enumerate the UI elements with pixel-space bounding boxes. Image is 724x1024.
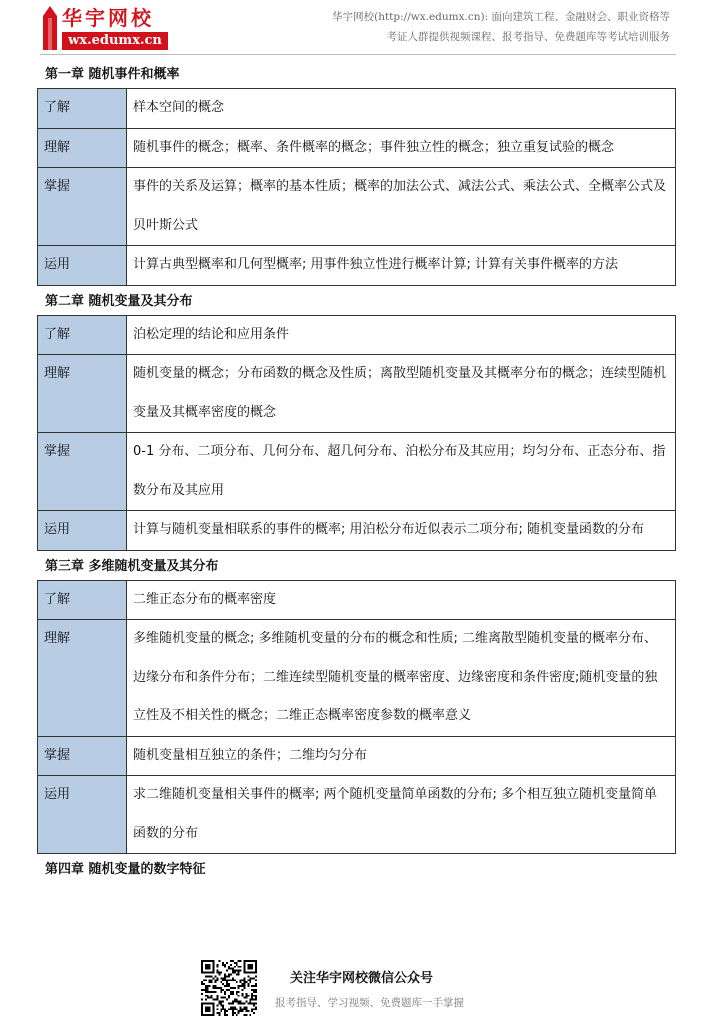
requirement-description: 随机变量相互独立的条件；二维均匀分布 [127,736,676,776]
wechat-follow-text: 关注华宇网校微信公众号 [290,971,434,986]
table-row [38,128,676,168]
requirement-description: 求二维随机变量相关事件的概率; 两个随机变量简单函数的分布; 多个相互独立随机变量简单函数的分布 [127,776,676,854]
page-header [0,0,724,58]
footer-tagline: 报考指导、学习视频、免费题库一手掌握 [275,997,464,1009]
requirement-description: 多维随机变量的概念; 多维随机变量的分布的概念和性质; 二维离散型随机变量的概率分布、边缘分布和条件分布；二维连续型随机变量的概率密度、边缘密度和条件密度;随机变量的独立性及不相关性的概念；二维正态概率密度参数的概率意义 [127,620,676,737]
requirement-level: 运用 [38,776,127,854]
requirement-level: 运用 [38,511,127,551]
requirement-level: 理解 [38,128,127,168]
logo[interactable] [40,6,168,50]
syllabus-table [37,88,676,286]
syllabus-table [37,315,676,551]
logo-name: 华宇网校 [62,6,154,30]
requirement-description: 样本空间的概念 [127,89,676,129]
pencil-logo-icon [40,6,60,50]
requirement-description: 随机事件的概念；概率、条件概率的概念；事件独立性的概念；独立重复试验的概念 [127,128,676,168]
table-row [38,580,676,620]
requirement-level: 了解 [38,580,127,620]
requirement-level: 理解 [38,620,127,737]
requirement-level: 理解 [38,355,127,433]
table-row [38,511,676,551]
requirement-description: 随机变量的概念；分布函数的概念及性质；离散型随机变量及其概率分布的概念；连续型随机变量及其概率密度的概念 [127,355,676,433]
table-row [38,89,676,129]
table-row [38,620,676,737]
header-divider [40,54,676,55]
qr-code-icon[interactable] [201,960,257,1016]
requirement-level: 掌握 [38,433,127,511]
requirement-level: 了解 [38,89,127,129]
chapter-title: 第四章 随机变量的数字特征 [45,862,206,877]
header-description-line-1: 华宇网校(http://wx.edumx.cn): 面向建筑工程、金融财会、职业资格等 [332,11,670,23]
requirement-description: 计算古典型概率和几何型概率; 用事件独立性进行概率计算; 计算有关事件概率的方法 [127,246,676,286]
page-footer [0,955,724,1015]
requirement-description: 计算与随机变量相联系的事件的概率; 用泊松分布近似表示二项分布; 随机变量函数的分布 [127,511,676,551]
syllabus-content [37,62,677,883]
table-row [38,736,676,776]
header-description-line-2: 考证人群提供视频课程、报考指导、免费题库等考试培训服务 [386,31,670,43]
requirement-level: 了解 [38,315,127,355]
table-row [38,246,676,286]
table-row [38,315,676,355]
requirement-description: 泊松定理的结论和应用条件 [127,315,676,355]
chapter-title: 第一章 随机事件和概率 [45,67,180,82]
table-row [38,433,676,511]
requirement-description: 二维正态分布的概率密度 [127,580,676,620]
logo-url: wx.edumx.cn [62,32,168,50]
requirement-level: 掌握 [38,168,127,246]
table-row [38,776,676,854]
requirement-description: 0-1 分布、二项分布、几何分布、超几何分布、泊松分布及其应用；均匀分布、正态分布、指数分布及其应用 [127,433,676,511]
requirement-level: 掌握 [38,736,127,776]
chapter-title: 第三章 多维随机变量及其分布 [45,558,219,574]
table-row [38,168,676,246]
syllabus-table [37,580,676,855]
chapter-title: 第二章 随机变量及其分布 [45,293,193,309]
table-row [38,355,676,433]
requirement-level: 运用 [38,246,127,286]
requirement-description: 事件的关系及运算；概率的基本性质；概率的加法公式、减法公式、乘法公式、全概率公式及贝叶斯公式 [127,168,676,246]
